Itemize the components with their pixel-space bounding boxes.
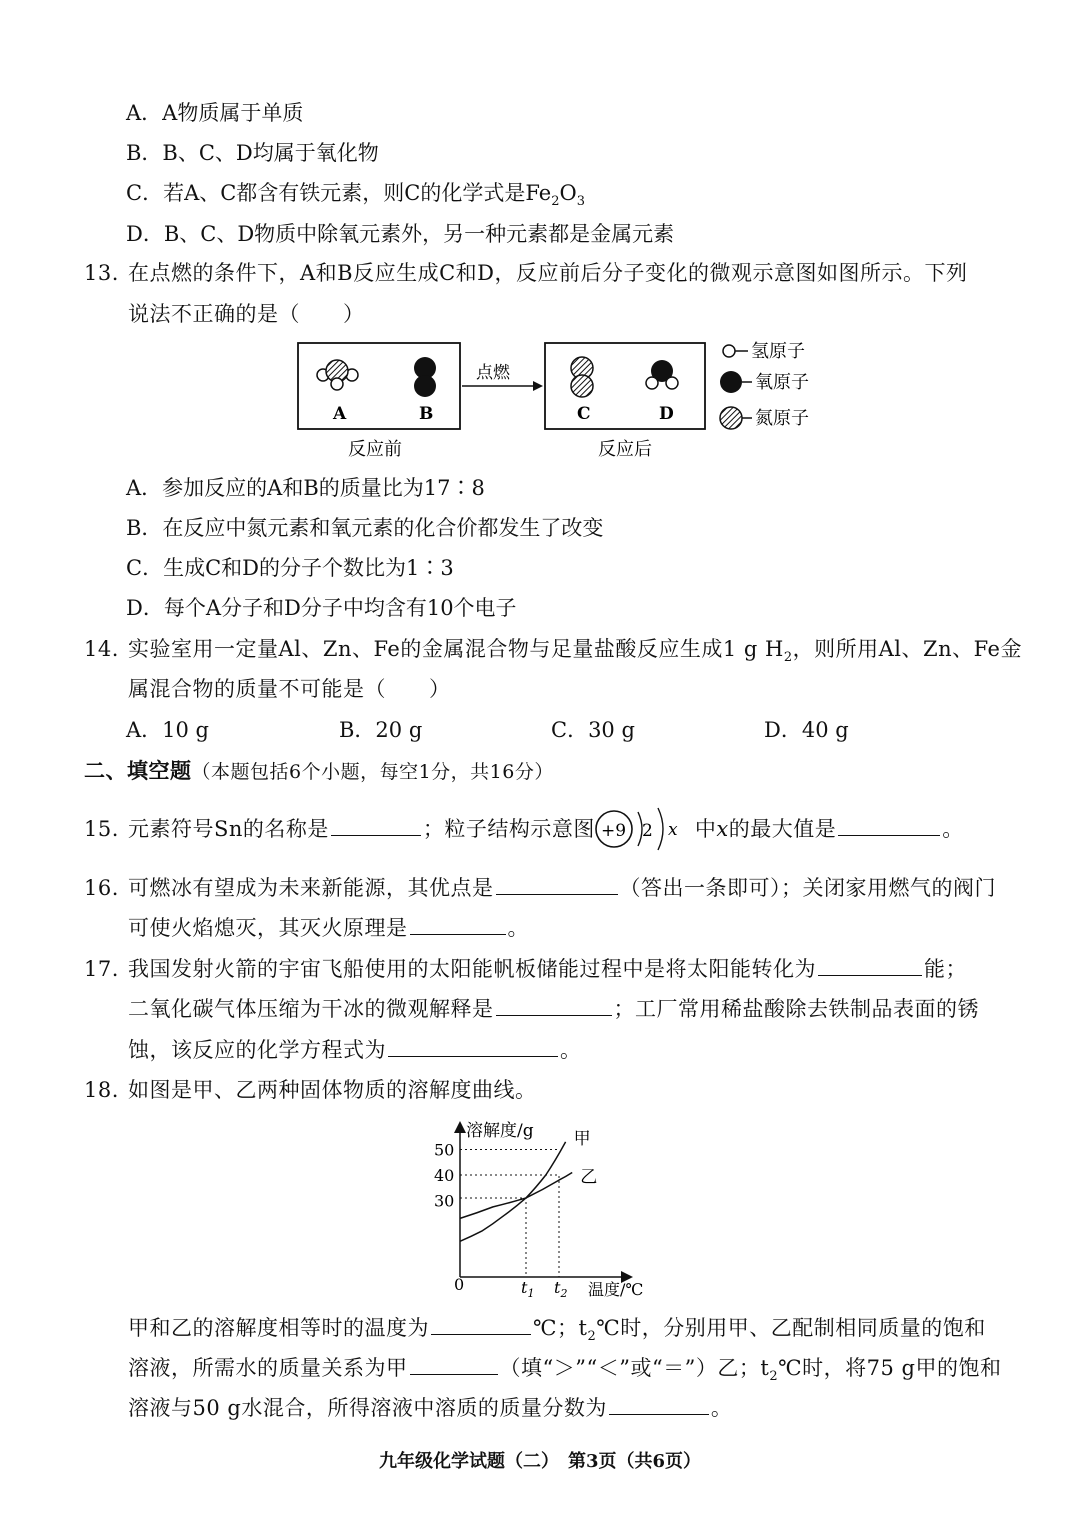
q18-question-line1: 甲和乙的溶解度相等时的温度为 ℃；$t_2℃$时，分别用甲、乙配制相同质量的饱和 <box>128 1316 986 1345</box>
legend-hydrogen-text: 氢原子 <box>751 341 805 362</box>
series-line-jia <box>460 1142 566 1241</box>
q18-blank-2[interactable] <box>410 1356 498 1375</box>
solubility-chart <box>420 1112 660 1307</box>
q13-option-d: D．每个A分子和D分子中均含有10个电子 <box>126 596 517 620</box>
q17-stem-line1: 17. 我国发射火箭的宇宙飞船使用的太阳能帆板储能过程中是将太阳能转化为 能； <box>84 957 967 981</box>
page-footer: 九年级化学试题（二） 第3页（共6页） <box>378 1451 702 1472</box>
origin-label: 0 <box>454 1275 465 1294</box>
q15-stem: 15. 元素符号Sn的名称是 ；粒子结构示意图 中x的最大值是 。 <box>84 817 964 841</box>
label-c: C <box>577 404 591 424</box>
molecule-a <box>317 360 358 390</box>
q18-blank-1[interactable] <box>431 1316 531 1335</box>
x-tick-t2: $t_2$ <box>554 1278 568 1300</box>
q18-question-line3: 溶液与50 g水混合，所得溶液中溶质的质量分数为 。 <box>128 1396 733 1420</box>
y-axis-label: 溶解度/g <box>466 1121 534 1141</box>
q15-blank-1[interactable] <box>331 817 421 836</box>
nucleus-charge: +9 <box>601 821 627 841</box>
q12-option-b: B．B、C、D均属于氧化物 <box>126 141 379 165</box>
q17-stem-line3: 蚀，该反应的化学方程式为 。 <box>128 1038 582 1062</box>
label-d: D <box>659 404 674 424</box>
guide-t2-yi <box>460 1175 559 1277</box>
q17-blank-3[interactable] <box>388 1038 558 1057</box>
x-axis-label: 温度/℃ <box>588 1280 644 1299</box>
q16-stem-line2: 可使火焰熄灭，其灭火原理是 。 <box>128 916 529 940</box>
label-a: A <box>333 404 347 424</box>
q12-option-c: C．若A、C都含有铁元素，则C的化学式是$Fe_2O_3$ <box>126 181 585 210</box>
section-2-heading: 二、填空题（本题包括6个小题，每空1分，共16分） <box>84 758 554 783</box>
x-tick-t1: $t_1$ <box>521 1278 535 1300</box>
q13-option-b: B．在反应中氮元素和氧元素的化合价都发生了改变 <box>126 516 604 540</box>
y-tick-40: 40 <box>434 1166 455 1185</box>
series-label-jia: 甲 <box>573 1128 591 1149</box>
after-label: 反应后 <box>598 439 652 460</box>
q13-option-c: C．生成C和D的分子个数比为1∶3 <box>126 556 454 580</box>
q17-stem-line2: 二氧化碳气体压缩为干冰的微观解释是 ；工厂常用稀盐酸除去铁制品表面的锈 <box>128 997 979 1021</box>
after-box <box>545 343 705 429</box>
q16-blank-2[interactable] <box>410 916 506 935</box>
q16-stem-line1: 16. 可燃冰有望成为未来新能源，其优点是 （答出一条即可）；关闭家用燃气的阀门 <box>84 876 996 900</box>
series-label-yi: 乙 <box>580 1167 598 1188</box>
y-tick-30: 30 <box>434 1191 455 1211</box>
series-line-yi <box>460 1172 572 1218</box>
legend-nitrogen-text: 氮原子 <box>755 408 809 429</box>
q14-option-d: D．40 g <box>764 718 849 742</box>
q18-question-line2: 溶液，所需水的质量关系为甲 （填“＞”“＜”或“＝”）乙；$t_2℃$时，将75 g甲的饱和 <box>128 1356 1002 1385</box>
q13-stem-line1: 13. 在点燃的条件下，A和B反应生成C和D，反应前后分子变化的微观示意图如图所示。下列 <box>84 261 968 285</box>
molecule-b <box>414 357 436 397</box>
q17-blank-2[interactable] <box>496 997 612 1016</box>
shell-1-electrons: 2 <box>642 821 653 841</box>
arrow-label: 点燃 <box>476 363 510 383</box>
q15-blank-2[interactable] <box>838 817 940 836</box>
q17-blank-1[interactable] <box>818 957 922 976</box>
legend-nitrogen <box>720 407 809 429</box>
q13-molecule-diagram <box>290 335 850 465</box>
particle-structure-diagram <box>592 804 692 856</box>
q14-option-a: A．10 g <box>126 718 210 742</box>
molecule-d <box>646 360 678 389</box>
y-tick-50: 50 <box>434 1140 455 1160</box>
q12-option-d: D．B、C、D物质中除氧元素外，另一种元素都是金属元素 <box>126 222 675 246</box>
q18-blank-3[interactable] <box>609 1396 709 1415</box>
before-label: 反应前 <box>348 439 402 460</box>
molecule-c <box>571 357 593 397</box>
q14-stem-line1: 14. 实验室用一定量Al、Zn、Fe的金属混合物与足量盐酸反应生成1 g $H_2$，则所用Al、Zn、Fe金 <box>84 637 1022 666</box>
q13-option-a: A．参加反应的A和B的质量比为17∶8 <box>126 476 485 500</box>
q18-stem: 18. 如图是甲、乙两种固体物质的溶解度曲线。 <box>84 1078 537 1102</box>
q13-stem-line2: 说法不正确的是（ ） <box>128 302 365 326</box>
q14-option-b: B．20 g <box>339 718 423 742</box>
q14-stem-line2: 属混合物的质量不可能是（ ） <box>128 677 451 701</box>
q12-option-a: A．A物质属于单质 <box>126 101 304 125</box>
q16-blank-1[interactable] <box>496 876 618 895</box>
label-b: B <box>419 404 434 424</box>
q14-option-c: C．30 g <box>551 718 635 742</box>
legend-hydrogen <box>723 341 805 362</box>
legend-oxygen <box>720 371 809 393</box>
legend-oxygen-text: 氧原子 <box>755 372 809 393</box>
shell-2-electrons: x <box>668 820 678 840</box>
